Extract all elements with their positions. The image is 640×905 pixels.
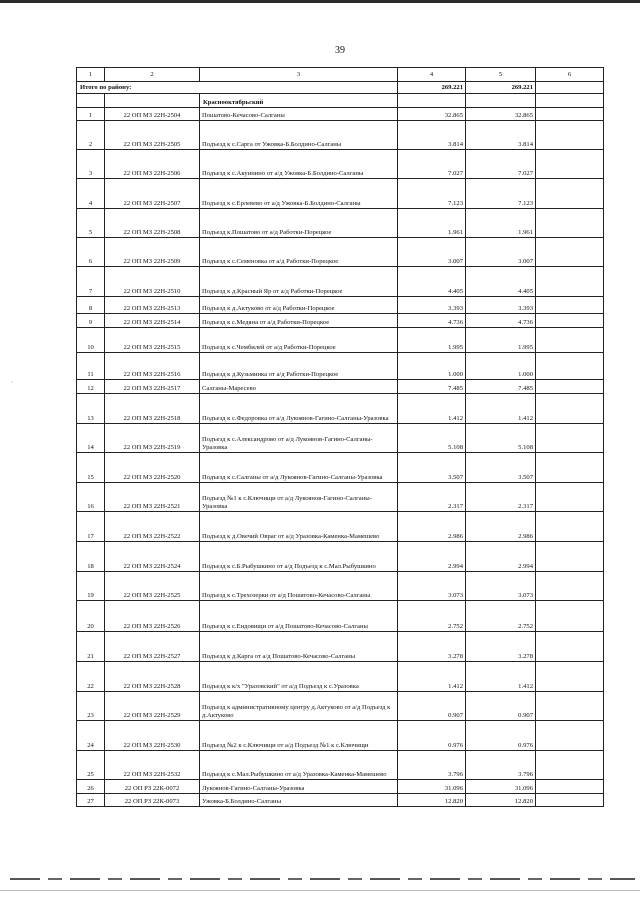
length-col-5: 0.976 <box>466 721 536 751</box>
road-code: 22 ОП МЗ 22Н-2514 <box>105 314 200 328</box>
table-row <box>77 572 604 601</box>
row-number: 17 <box>77 512 105 542</box>
road-name: Подъезд к с.Александрово от а/д Лукоянов-Гагино-Салганы-Уразовка <box>200 424 398 453</box>
road-code: 22 ОП МЗ 22Н-2506 <box>105 150 200 179</box>
length-col-4: 1.412 <box>398 394 466 424</box>
road-name: Подъезд к д.Красный Яр от а/д Работки-Порецкое <box>200 267 398 297</box>
length-col-5: 4.405 <box>466 267 536 297</box>
row-number: 16 <box>77 483 105 512</box>
road-code: 22 ОП МЗ 22Н-2529 <box>105 692 200 721</box>
length-col-4: 1.995 <box>398 328 466 353</box>
length-col-4: 2.317 <box>398 483 466 512</box>
road-name: Подъезд к с.Ендовищи от а/д Пошатово-Кечасово-Салганы <box>200 601 398 632</box>
length-col-5: 1.961 <box>466 209 536 238</box>
col-6-empty <box>536 424 604 453</box>
road-code: 22 ОП МЗ 22Н-2522 <box>105 512 200 542</box>
length-col-4: 5.108 <box>398 424 466 453</box>
region-name: Краснооктябрьский <box>200 94 398 108</box>
length-col-5: 5.108 <box>466 424 536 453</box>
table-row <box>77 424 604 453</box>
length-col-5: 4.736 <box>466 314 536 328</box>
col-6-empty <box>536 780 604 794</box>
road-name: Подъезд к административному центру д.Актуково от а/д Подъезд к д.Актуково <box>200 692 398 721</box>
table-row <box>77 692 604 721</box>
length-col-4: 0.976 <box>398 721 466 751</box>
length-col-5: 3.814 <box>466 121 536 150</box>
col-6-empty <box>536 453 604 483</box>
road-code: 22 ОП МЗ 22Н-2528 <box>105 662 200 692</box>
col-6-empty <box>536 380 604 394</box>
row-number: 11 <box>77 353 105 380</box>
region-empty-5 <box>466 94 536 108</box>
col-6-empty <box>536 267 604 297</box>
road-name: Подъезд к с.Б.Рыбушкино от а/д Подъезд к с.Мал.Рыбушкино <box>200 542 398 572</box>
length-col-5: 1.412 <box>466 662 536 692</box>
row-number: 15 <box>77 453 105 483</box>
length-col-5: 3.507 <box>466 453 536 483</box>
table-row <box>77 453 604 483</box>
row-number: 25 <box>77 751 105 780</box>
col-6-empty <box>536 572 604 601</box>
road-name: Подъезд к с.Мал.Рыбушкино от а/д Уразовка-Каменка-Мамешево <box>200 751 398 780</box>
col-6-empty <box>536 512 604 542</box>
length-col-4: 4.736 <box>398 314 466 328</box>
roads-table <box>76 67 604 807</box>
scan-top-edge <box>0 0 640 3</box>
total-value-5: 269.221 <box>466 82 536 94</box>
region-empty-6 <box>536 94 604 108</box>
col-6-empty <box>536 150 604 179</box>
table-row <box>77 267 604 297</box>
road-code: 22 ОП МЗ 22Н-2517 <box>105 380 200 394</box>
header-col-5: 5 <box>466 68 536 82</box>
length-col-5: 1.412 <box>466 394 536 424</box>
table-row <box>77 238 604 267</box>
length-col-5: 3.007 <box>466 238 536 267</box>
road-name: Пошатово-Кечасово-Салганы <box>200 108 398 121</box>
length-col-4: 7.123 <box>398 179 466 209</box>
road-code: 22 ОП МЗ 22Н-2508 <box>105 209 200 238</box>
col-6-empty <box>536 751 604 780</box>
col-6-empty <box>536 353 604 380</box>
length-col-5: 1.995 <box>466 328 536 353</box>
col-6-empty <box>536 179 604 209</box>
table-row <box>77 108 604 121</box>
road-code: 22 ОП МЗ 22Н-2530 <box>105 721 200 751</box>
region-row <box>77 94 604 108</box>
row-number: 24 <box>77 721 105 751</box>
road-name: Подъезд к к/х "Уразовский" от а/д Подъезд к с.Уразовка <box>200 662 398 692</box>
table-row <box>77 121 604 150</box>
row-number: 18 <box>77 542 105 572</box>
header-col-1: 1 <box>77 68 105 82</box>
row-number: 3 <box>77 150 105 179</box>
length-col-5: 2.317 <box>466 483 536 512</box>
table-row <box>77 314 604 328</box>
region-empty-2 <box>105 94 200 108</box>
road-name: Подъезд к с.Сарга от Ужовка-Б.Болдино-Салганы <box>200 121 398 150</box>
row-number: 21 <box>77 632 105 662</box>
road-name: Подъезд к с.Ерлевево от а/д Ужовка-Б.Болдино-Салганы <box>200 179 398 209</box>
length-col-4: 3.007 <box>398 238 466 267</box>
length-col-5: 7.027 <box>466 150 536 179</box>
page-number: 39 <box>335 45 345 56</box>
col-6-empty <box>536 632 604 662</box>
road-code: 22 ОП МЗ 22Н-2504 <box>105 108 200 121</box>
length-col-4: 2.994 <box>398 542 466 572</box>
road-name: Подъезд к с.Федоровка от а/д Лукоянов-Гагино-Салганы-Уразовка <box>200 394 398 424</box>
row-number: 7 <box>77 267 105 297</box>
row-number: 27 <box>77 794 105 807</box>
table-row <box>77 794 604 807</box>
table-row <box>77 780 604 794</box>
length-col-5: 12.820 <box>466 794 536 807</box>
region-empty-1 <box>77 94 105 108</box>
road-code: 22 ОП МЗ 22Н-2532 <box>105 751 200 780</box>
length-col-4: 1.961 <box>398 209 466 238</box>
road-name: Подъезд к д.Кузьминка от а/д Работки-Порецкое <box>200 353 398 380</box>
row-number: 9 <box>77 314 105 328</box>
col-6-empty <box>536 394 604 424</box>
col-6-empty <box>536 692 604 721</box>
road-name: Подъезд №2 к с.Ключищи от а/д Подъезд №1 к с.Ключищи <box>200 721 398 751</box>
road-name: Подъезд к д.Карга от а/д Пошатово-Кечасово-Салганы <box>200 632 398 662</box>
row-number: 4 <box>77 179 105 209</box>
length-col-5: 31.096 <box>466 780 536 794</box>
length-col-4: 3.814 <box>398 121 466 150</box>
road-code: 22 ОП МЗ 22Н-2518 <box>105 394 200 424</box>
row-number: 19 <box>77 572 105 601</box>
col-6-empty <box>536 601 604 632</box>
row-number: 8 <box>77 297 105 314</box>
table-row <box>77 353 604 380</box>
table-row <box>77 632 604 662</box>
road-code: 22 ОП МЗ 22Н-2521 <box>105 483 200 512</box>
road-name: Ужовка-Б.Болдино-Салганы <box>200 794 398 807</box>
road-code: 22 ОП МЗ 22Н-2513 <box>105 297 200 314</box>
road-name: Подъезд к с.Акуинино от а/д Ужовка-Б.Болдино-Салганы <box>200 150 398 179</box>
row-number: 10 <box>77 328 105 353</box>
col-6-empty <box>536 314 604 328</box>
road-name: Подъезд №1 к с.Ключищи от а/д Лукоянов-Гагино-Салганы-Уразовка <box>200 483 398 512</box>
road-code: 22 ОП РЗ 22К-0072 <box>105 780 200 794</box>
table-row <box>77 601 604 632</box>
col-6-empty <box>536 121 604 150</box>
road-code: 22 ОП МЗ 22Н-2515 <box>105 328 200 353</box>
road-name: Подъезд к с.Семеновка от а/д Работки-Порецкое <box>200 238 398 267</box>
length-col-4: 2.752 <box>398 601 466 632</box>
row-number: 26 <box>77 780 105 794</box>
table-row <box>77 394 604 424</box>
length-col-4: 7.485 <box>398 380 466 394</box>
road-name: Подъезд к с.Чембилей от а/д Работки-Порецкое <box>200 328 398 353</box>
table-row <box>77 209 604 238</box>
total-empty-6 <box>536 82 604 94</box>
road-name: Подъезд к с.Медяна от а/д Работки-Порецкое <box>200 314 398 328</box>
col-6-empty <box>536 108 604 121</box>
table-row <box>77 751 604 780</box>
length-col-4: 3.393 <box>398 297 466 314</box>
table-row <box>77 542 604 572</box>
header-col-4: 4 <box>398 68 466 82</box>
total-value-4: 269.221 <box>398 82 466 94</box>
col-6-empty <box>536 209 604 238</box>
road-code: 22 ОП МЗ 22Н-2519 <box>105 424 200 453</box>
length-col-4: 7.027 <box>398 150 466 179</box>
road-code: 22 ОП МЗ 22Н-2520 <box>105 453 200 483</box>
header-col-3: 3 <box>200 68 398 82</box>
header-col-6: 6 <box>536 68 604 82</box>
col-6-empty <box>536 328 604 353</box>
length-col-5: 32.865 <box>466 108 536 121</box>
header-col-2: 2 <box>105 68 200 82</box>
road-code: 22 ОП МЗ 22Н-2525 <box>105 572 200 601</box>
road-code: 22 ОП МЗ 22Н-2524 <box>105 542 200 572</box>
road-name: Подъезд к д.Овечий Овраг от а/д Уразовка-Каменка-Мамешево <box>200 512 398 542</box>
road-code: 22 ОП МЗ 22Н-2510 <box>105 267 200 297</box>
road-code: 22 ОП МЗ 22Н-2509 <box>105 238 200 267</box>
length-col-5: 7.123 <box>466 179 536 209</box>
length-col-4: 0.907 <box>398 692 466 721</box>
col-6-empty <box>536 794 604 807</box>
length-col-4: 4.405 <box>398 267 466 297</box>
length-col-4: 3.507 <box>398 453 466 483</box>
row-number: 6 <box>77 238 105 267</box>
region-empty-4 <box>398 94 466 108</box>
table-row <box>77 483 604 512</box>
col-6-empty <box>536 721 604 751</box>
road-code: 22 ОП МЗ 22Н-2505 <box>105 121 200 150</box>
col-6-empty <box>536 297 604 314</box>
road-code: 22 ОП МЗ 22Н-2516 <box>105 353 200 380</box>
length-col-4: 12.820 <box>398 794 466 807</box>
length-col-4: 32.865 <box>398 108 466 121</box>
col-6-empty <box>536 238 604 267</box>
road-code: 22 ОП МЗ 22Н-2527 <box>105 632 200 662</box>
road-name: Лукоянов-Гагино-Салганы-Уразовка <box>200 780 398 794</box>
length-col-4: 31.096 <box>398 780 466 794</box>
length-col-5: 2.752 <box>466 601 536 632</box>
length-col-4: 2.986 <box>398 512 466 542</box>
col-6-empty <box>536 662 604 692</box>
scan-bottom-line <box>0 890 640 891</box>
col-6-empty <box>536 483 604 512</box>
table-row <box>77 150 604 179</box>
length-col-4: 1.412 <box>398 662 466 692</box>
length-col-4: 3.073 <box>398 572 466 601</box>
length-col-5: 1.000 <box>466 353 536 380</box>
length-col-5: 3.393 <box>466 297 536 314</box>
row-number: 23 <box>77 692 105 721</box>
length-col-4: 3.796 <box>398 751 466 780</box>
length-col-4: 1.000 <box>398 353 466 380</box>
road-code: 22 ОП МЗ 22Н-2507 <box>105 179 200 209</box>
road-name: Салганы-Маресево <box>200 380 398 394</box>
scan-bottom-edge <box>10 878 635 880</box>
table-row <box>77 512 604 542</box>
row-number: 22 <box>77 662 105 692</box>
length-col-5: 2.994 <box>466 542 536 572</box>
length-col-4: 3.278 <box>398 632 466 662</box>
table-row <box>77 662 604 692</box>
table-row <box>77 721 604 751</box>
length-col-5: 3.796 <box>466 751 536 780</box>
total-label: Итого по району: <box>77 82 398 94</box>
road-name: Подъезд к с.Салганы от а/д Лукоянов-Гагино-Салганы-Уразовка <box>200 453 398 483</box>
col-6-empty <box>536 542 604 572</box>
length-col-5: 3.073 <box>466 572 536 601</box>
table-row <box>77 328 604 353</box>
road-name: Подъезд к с.Трехозерки от а/д Пошатово-Кечасово-Салганы <box>200 572 398 601</box>
row-number: 20 <box>77 601 105 632</box>
road-code: 22 ОП РЗ 22К-0073 <box>105 794 200 807</box>
road-name: Подъезд к.Пошатово от а/д Работки-Порецкое <box>200 209 398 238</box>
road-name: Подъезд к д.Актуково от а/д Работки-Порецкое <box>200 297 398 314</box>
row-number: 12 <box>77 380 105 394</box>
margin-mark: · <box>11 380 13 386</box>
row-number: 14 <box>77 424 105 453</box>
row-number: 1 <box>77 108 105 121</box>
row-number: 13 <box>77 394 105 424</box>
header-row <box>77 68 604 82</box>
length-col-5: 3.278 <box>466 632 536 662</box>
row-number: 5 <box>77 209 105 238</box>
length-col-5: 7.485 <box>466 380 536 394</box>
length-col-5: 0.907 <box>466 692 536 721</box>
table-row <box>77 179 604 209</box>
length-col-5: 2.986 <box>466 512 536 542</box>
table-row <box>77 297 604 314</box>
road-code: 22 ОП МЗ 22Н-2526 <box>105 601 200 632</box>
total-row <box>77 82 604 94</box>
row-number: 2 <box>77 121 105 150</box>
table-row <box>77 380 604 394</box>
